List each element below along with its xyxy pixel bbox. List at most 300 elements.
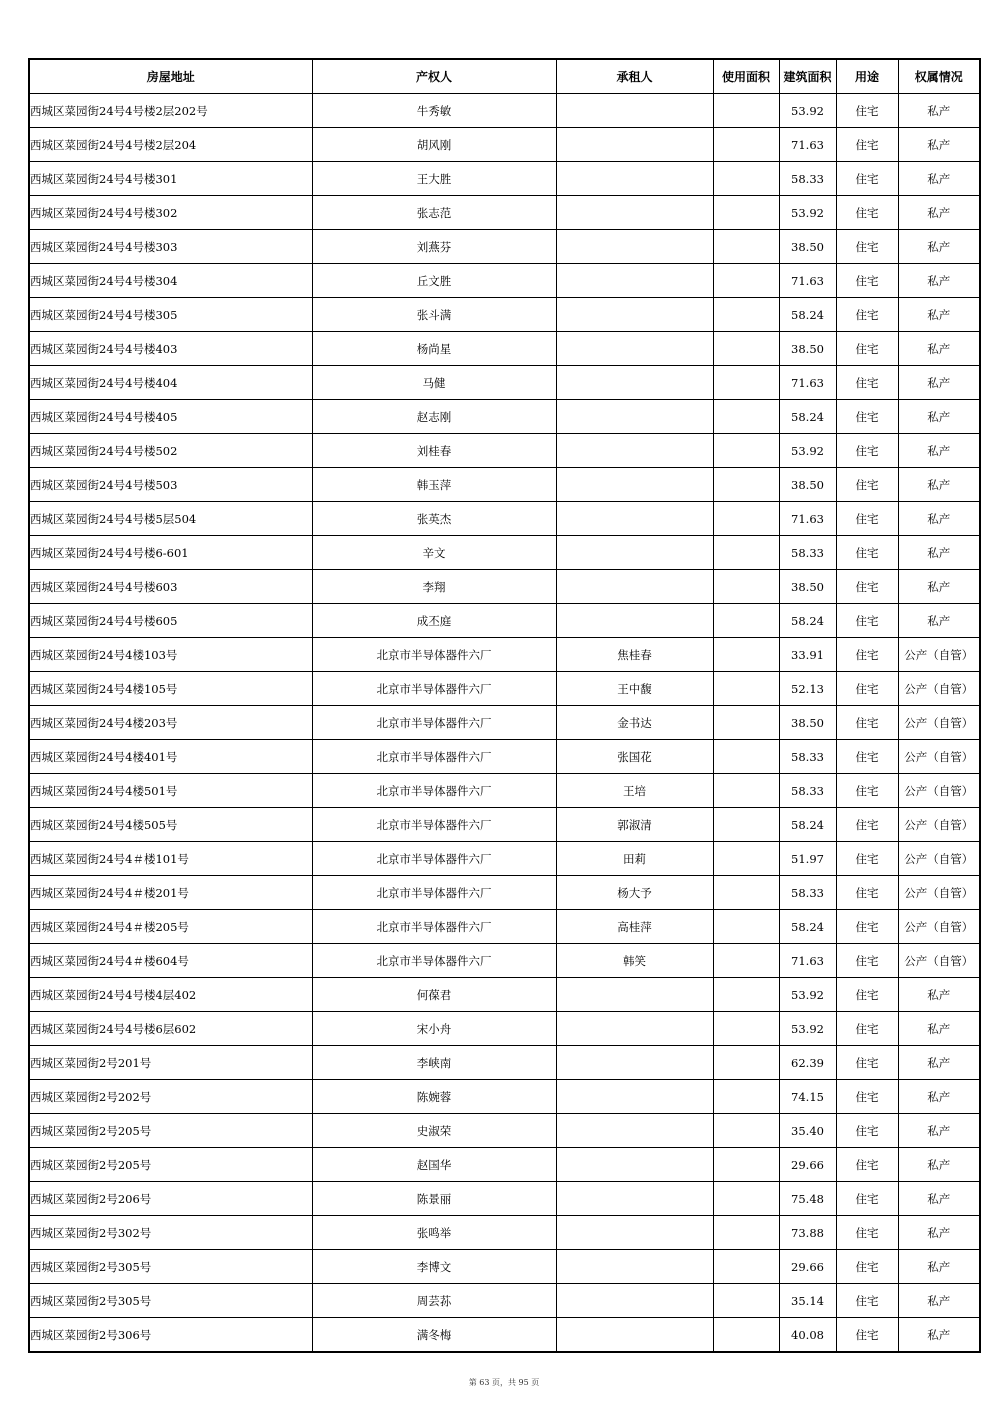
building-area-cell: 71.63 <box>779 128 836 162</box>
usable-area-cell <box>713 638 779 672</box>
building-area-cell: 74.15 <box>779 1080 836 1114</box>
usage-cell: 住宅 <box>836 604 898 638</box>
owner-cell: 北京市半导体器件六厂 <box>312 774 556 808</box>
usage-cell: 住宅 <box>836 1114 898 1148</box>
ownership-cell: 私产 <box>898 1182 980 1216</box>
usable-area-cell <box>713 162 779 196</box>
tenant-cell <box>556 298 713 332</box>
tenant-cell <box>556 162 713 196</box>
usage-cell: 住宅 <box>836 876 898 910</box>
table-row <box>29 1046 980 1080</box>
usage-cell: 住宅 <box>836 434 898 468</box>
table-row <box>29 672 980 706</box>
table-row <box>29 502 980 536</box>
usage-cell: 住宅 <box>836 128 898 162</box>
ownership-cell: 私产 <box>898 1216 980 1250</box>
ownership-cell: 公产（自管） <box>898 706 980 740</box>
owner-cell: 刘桂春 <box>312 434 556 468</box>
table-row <box>29 264 980 298</box>
usable-area-cell <box>713 366 779 400</box>
address-cell: 西城区菜园街2号305号 <box>29 1250 312 1284</box>
owner-cell: 北京市半导体器件六厂 <box>312 944 556 978</box>
usage-cell: 住宅 <box>836 1216 898 1250</box>
building-area-cell: 71.63 <box>779 264 836 298</box>
usable-area-cell <box>713 1080 779 1114</box>
tenant-cell <box>556 128 713 162</box>
table-row <box>29 842 980 876</box>
ownership-cell: 私产 <box>898 1250 980 1284</box>
ownership-cell: 私产 <box>898 128 980 162</box>
tenant-cell: 韩笑 <box>556 944 713 978</box>
table-row <box>29 1284 980 1318</box>
ownership-cell: 私产 <box>898 434 980 468</box>
table-row <box>29 604 980 638</box>
tenant-cell <box>556 1114 713 1148</box>
table-row <box>29 1216 980 1250</box>
table-row <box>29 944 980 978</box>
usage-cell: 住宅 <box>836 1250 898 1284</box>
owner-cell: 史淑荣 <box>312 1114 556 1148</box>
usable-area-cell <box>713 944 779 978</box>
ownership-cell: 私产 <box>898 264 980 298</box>
usable-area-cell <box>713 434 779 468</box>
address-cell: 西城区菜园街2号302号 <box>29 1216 312 1250</box>
address-cell: 西城区菜园街24号4号楼5层504 <box>29 502 312 536</box>
table-row <box>29 910 980 944</box>
usable-area-cell <box>713 1250 779 1284</box>
owner-cell: 胡风刚 <box>312 128 556 162</box>
header-address: 房屋地址 <box>29 59 312 94</box>
owner-cell: 李博文 <box>312 1250 556 1284</box>
tenant-cell <box>556 1318 713 1353</box>
building-area-cell: 38.50 <box>779 332 836 366</box>
tenant-cell <box>556 1148 713 1182</box>
building-area-cell: 29.66 <box>779 1250 836 1284</box>
owner-cell: 北京市半导体器件六厂 <box>312 876 556 910</box>
header-owner: 产权人 <box>312 59 556 94</box>
address-cell: 西城区菜园街24号4号楼502 <box>29 434 312 468</box>
tenant-cell: 王中馥 <box>556 672 713 706</box>
usable-area-cell <box>713 94 779 128</box>
table-row <box>29 468 980 502</box>
header-building-area: 建筑面积 <box>779 59 836 94</box>
owner-cell: 周芸荪 <box>312 1284 556 1318</box>
tenant-cell <box>556 1080 713 1114</box>
building-area-cell: 35.40 <box>779 1114 836 1148</box>
usage-cell: 住宅 <box>836 468 898 502</box>
usage-cell: 住宅 <box>836 910 898 944</box>
building-area-cell: 58.24 <box>779 400 836 434</box>
address-cell: 西城区菜园街24号4楼501号 <box>29 774 312 808</box>
header-usable-area: 使用面积 <box>713 59 779 94</box>
address-cell: 西城区菜园街24号4号楼404 <box>29 366 312 400</box>
usage-cell: 住宅 <box>836 332 898 366</box>
usage-cell: 住宅 <box>836 944 898 978</box>
building-area-cell: 62.39 <box>779 1046 836 1080</box>
address-cell: 西城区菜园街24号4＃楼201号 <box>29 876 312 910</box>
owner-cell: 满冬梅 <box>312 1318 556 1353</box>
ownership-cell: 公产（自管） <box>898 638 980 672</box>
table-row <box>29 638 980 672</box>
tenant-cell: 张国花 <box>556 740 713 774</box>
table-row <box>29 366 980 400</box>
usable-area-cell <box>713 706 779 740</box>
usage-cell: 住宅 <box>836 400 898 434</box>
ownership-cell: 私产 <box>898 1012 980 1046</box>
table-row <box>29 1012 980 1046</box>
address-cell: 西城区菜园街24号4号楼605 <box>29 604 312 638</box>
ownership-cell: 私产 <box>898 978 980 1012</box>
table-row <box>29 196 980 230</box>
tenant-cell <box>556 468 713 502</box>
usage-cell: 住宅 <box>836 774 898 808</box>
building-area-cell: 52.13 <box>779 672 836 706</box>
table-row <box>29 706 980 740</box>
usable-area-cell <box>713 842 779 876</box>
building-area-cell: 75.48 <box>779 1182 836 1216</box>
building-area-cell: 58.33 <box>779 536 836 570</box>
usage-cell: 住宅 <box>836 1182 898 1216</box>
table-row <box>29 332 980 366</box>
owner-cell: 北京市半导体器件六厂 <box>312 638 556 672</box>
usage-cell: 住宅 <box>836 978 898 1012</box>
ownership-cell: 公产（自管） <box>898 774 980 808</box>
address-cell: 西城区菜园街24号4号楼303 <box>29 230 312 264</box>
building-area-cell: 35.14 <box>779 1284 836 1318</box>
table-row <box>29 536 980 570</box>
building-area-cell: 53.92 <box>779 1012 836 1046</box>
ownership-cell: 私产 <box>898 400 980 434</box>
address-cell: 西城区菜园街2号201号 <box>29 1046 312 1080</box>
ownership-cell: 公产（自管） <box>898 808 980 842</box>
address-cell: 西城区菜园街24号4号楼2层204 <box>29 128 312 162</box>
owner-cell: 张志范 <box>312 196 556 230</box>
tenant-cell <box>556 978 713 1012</box>
usable-area-cell <box>713 978 779 1012</box>
address-cell: 西城区菜园街24号4楼505号 <box>29 808 312 842</box>
table-row <box>29 434 980 468</box>
usage-cell: 住宅 <box>836 842 898 876</box>
ownership-cell: 公产（自管） <box>898 910 980 944</box>
address-cell: 西城区菜园街24号4楼203号 <box>29 706 312 740</box>
tenant-cell: 高桂萍 <box>556 910 713 944</box>
table-header-row <box>29 59 980 94</box>
usable-area-cell <box>713 740 779 774</box>
tenant-cell: 杨大予 <box>556 876 713 910</box>
address-cell: 西城区菜园街24号4号楼405 <box>29 400 312 434</box>
ownership-cell: 私产 <box>898 502 980 536</box>
owner-cell: 丘文胜 <box>312 264 556 298</box>
tenant-cell: 焦桂春 <box>556 638 713 672</box>
owner-cell: 辛文 <box>312 536 556 570</box>
table-row <box>29 570 980 604</box>
building-area-cell: 53.92 <box>779 94 836 128</box>
usage-cell: 住宅 <box>836 196 898 230</box>
ownership-cell: 私产 <box>898 332 980 366</box>
owner-cell: 宋小舟 <box>312 1012 556 1046</box>
building-area-cell: 58.33 <box>779 876 836 910</box>
address-cell: 西城区菜园街24号4楼105号 <box>29 672 312 706</box>
address-cell: 西城区菜园街2号205号 <box>29 1114 312 1148</box>
usable-area-cell <box>713 468 779 502</box>
tenant-cell <box>556 570 713 604</box>
tenant-cell <box>556 502 713 536</box>
ownership-cell: 私产 <box>898 230 980 264</box>
usable-area-cell <box>713 1216 779 1250</box>
ownership-cell: 公产（自管） <box>898 740 980 774</box>
ownership-cell: 私产 <box>898 1080 980 1114</box>
address-cell: 西城区菜园街24号4楼401号 <box>29 740 312 774</box>
table-row <box>29 876 980 910</box>
usable-area-cell <box>713 1012 779 1046</box>
usage-cell: 住宅 <box>836 1012 898 1046</box>
address-cell: 西城区菜园街24号4号楼2层202号 <box>29 94 312 128</box>
owner-cell: 张斗满 <box>312 298 556 332</box>
usage-cell: 住宅 <box>836 230 898 264</box>
building-area-cell: 53.92 <box>779 978 836 1012</box>
building-area-cell: 73.88 <box>779 1216 836 1250</box>
tenant-cell <box>556 1284 713 1318</box>
ownership-cell: 私产 <box>898 366 980 400</box>
header-ownership: 权属情况 <box>898 59 980 94</box>
usable-area-cell <box>713 230 779 264</box>
tenant-cell <box>556 196 713 230</box>
usage-cell: 住宅 <box>836 740 898 774</box>
address-cell: 西城区菜园街24号4号楼302 <box>29 196 312 230</box>
owner-cell: 李翔 <box>312 570 556 604</box>
header-usage: 用途 <box>836 59 898 94</box>
building-area-cell: 29.66 <box>779 1148 836 1182</box>
owner-cell: 北京市半导体器件六厂 <box>312 808 556 842</box>
table-row <box>29 400 980 434</box>
building-area-cell: 33.91 <box>779 638 836 672</box>
table-row <box>29 740 980 774</box>
table-row <box>29 128 980 162</box>
building-area-cell: 38.50 <box>779 706 836 740</box>
usable-area-cell <box>713 264 779 298</box>
address-cell: 西城区菜园街24号4＃楼205号 <box>29 910 312 944</box>
table-row <box>29 1250 980 1284</box>
address-cell: 西城区菜园街24号4＃楼604号 <box>29 944 312 978</box>
owner-cell: 赵志刚 <box>312 400 556 434</box>
building-area-cell: 40.08 <box>779 1318 836 1353</box>
tenant-cell <box>556 1216 713 1250</box>
table-row <box>29 774 980 808</box>
usage-cell: 住宅 <box>836 162 898 196</box>
tenant-cell <box>556 366 713 400</box>
usage-cell: 住宅 <box>836 672 898 706</box>
usable-area-cell <box>713 1284 779 1318</box>
address-cell: 西城区菜园街24号4号楼4层402 <box>29 978 312 1012</box>
owner-cell: 北京市半导体器件六厂 <box>312 842 556 876</box>
building-area-cell: 71.63 <box>779 502 836 536</box>
tenant-cell: 金书达 <box>556 706 713 740</box>
table-row <box>29 808 980 842</box>
owner-cell: 张英杰 <box>312 502 556 536</box>
usage-cell: 住宅 <box>836 536 898 570</box>
table-row <box>29 1148 980 1182</box>
building-area-cell: 71.63 <box>779 944 836 978</box>
usable-area-cell <box>713 1318 779 1353</box>
usage-cell: 住宅 <box>836 706 898 740</box>
table-row <box>29 230 980 264</box>
property-table-container <box>28 58 979 1353</box>
ownership-cell: 公产（自管） <box>898 672 980 706</box>
table-body <box>29 94 980 1353</box>
table-row <box>29 1080 980 1114</box>
tenant-cell: 郭淑清 <box>556 808 713 842</box>
building-area-cell: 38.50 <box>779 468 836 502</box>
usage-cell: 住宅 <box>836 808 898 842</box>
usage-cell: 住宅 <box>836 1318 898 1353</box>
building-area-cell: 53.92 <box>779 434 836 468</box>
usable-area-cell <box>713 400 779 434</box>
owner-cell: 北京市半导体器件六厂 <box>312 740 556 774</box>
ownership-cell: 私产 <box>898 94 980 128</box>
tenant-cell: 田莉 <box>556 842 713 876</box>
table-row <box>29 162 980 196</box>
address-cell: 西城区菜园街2号305号 <box>29 1284 312 1318</box>
owner-cell: 陈婉蓉 <box>312 1080 556 1114</box>
usable-area-cell <box>713 910 779 944</box>
tenant-cell <box>556 536 713 570</box>
usable-area-cell <box>713 876 779 910</box>
building-area-cell: 38.50 <box>779 570 836 604</box>
tenant-cell <box>556 604 713 638</box>
ownership-cell: 私产 <box>898 536 980 570</box>
usable-area-cell <box>713 808 779 842</box>
address-cell: 西城区菜园街24号4号楼403 <box>29 332 312 366</box>
owner-cell: 刘燕芬 <box>312 230 556 264</box>
ownership-cell: 私产 <box>898 1148 980 1182</box>
usable-area-cell <box>713 536 779 570</box>
usage-cell: 住宅 <box>836 264 898 298</box>
owner-cell: 杨尚星 <box>312 332 556 366</box>
usable-area-cell <box>713 1046 779 1080</box>
address-cell: 西城区菜园街2号202号 <box>29 1080 312 1114</box>
ownership-cell: 私产 <box>898 468 980 502</box>
building-area-cell: 58.33 <box>779 740 836 774</box>
tenant-cell: 王培 <box>556 774 713 808</box>
building-area-cell: 58.33 <box>779 774 836 808</box>
usage-cell: 住宅 <box>836 298 898 332</box>
building-area-cell: 53.92 <box>779 196 836 230</box>
ownership-cell: 私产 <box>898 570 980 604</box>
building-area-cell: 58.24 <box>779 298 836 332</box>
tenant-cell <box>556 332 713 366</box>
usage-cell: 住宅 <box>836 1046 898 1080</box>
ownership-cell: 公产（自管） <box>898 944 980 978</box>
owner-cell: 成丕庭 <box>312 604 556 638</box>
usable-area-cell <box>713 1148 779 1182</box>
address-cell: 西城区菜园街24号4号楼6-601 <box>29 536 312 570</box>
building-area-cell: 58.24 <box>779 808 836 842</box>
usable-area-cell <box>713 672 779 706</box>
ownership-cell: 私产 <box>898 1046 980 1080</box>
usage-cell: 住宅 <box>836 570 898 604</box>
header-tenant: 承租人 <box>556 59 713 94</box>
building-area-cell: 58.33 <box>779 162 836 196</box>
address-cell: 西城区菜园街24号4号楼603 <box>29 570 312 604</box>
tenant-cell <box>556 1012 713 1046</box>
owner-cell: 张鸣举 <box>312 1216 556 1250</box>
address-cell: 西城区菜园街2号206号 <box>29 1182 312 1216</box>
usage-cell: 住宅 <box>836 1284 898 1318</box>
ownership-cell: 私产 <box>898 1114 980 1148</box>
ownership-cell: 私产 <box>898 1284 980 1318</box>
building-area-cell: 71.63 <box>779 366 836 400</box>
page-number: 第 63 页，共 95 页 <box>468 1378 540 1387</box>
table-row <box>29 1318 980 1353</box>
ownership-cell: 私产 <box>898 1318 980 1353</box>
property-table <box>28 58 981 1353</box>
ownership-cell: 公产（自管） <box>898 842 980 876</box>
usable-area-cell <box>713 298 779 332</box>
tenant-cell <box>556 264 713 298</box>
owner-cell: 马健 <box>312 366 556 400</box>
building-area-cell: 58.24 <box>779 910 836 944</box>
address-cell: 西城区菜园街24号4号楼305 <box>29 298 312 332</box>
usable-area-cell <box>713 1114 779 1148</box>
building-area-cell: 58.24 <box>779 604 836 638</box>
owner-cell: 北京市半导体器件六厂 <box>312 910 556 944</box>
tenant-cell <box>556 230 713 264</box>
owner-cell: 赵国华 <box>312 1148 556 1182</box>
tenant-cell <box>556 434 713 468</box>
address-cell: 西城区菜园街2号205号 <box>29 1148 312 1182</box>
usage-cell: 住宅 <box>836 366 898 400</box>
usable-area-cell <box>713 570 779 604</box>
usable-area-cell <box>713 128 779 162</box>
table-row <box>29 1182 980 1216</box>
owner-cell: 王大胜 <box>312 162 556 196</box>
usage-cell: 住宅 <box>836 1080 898 1114</box>
address-cell: 西城区菜园街24号4号楼6层602 <box>29 1012 312 1046</box>
usable-area-cell <box>713 502 779 536</box>
owner-cell: 李峡南 <box>312 1046 556 1080</box>
ownership-cell: 私产 <box>898 298 980 332</box>
usable-area-cell <box>713 1182 779 1216</box>
usable-area-cell <box>713 332 779 366</box>
usage-cell: 住宅 <box>836 1148 898 1182</box>
owner-cell: 何葆君 <box>312 978 556 1012</box>
tenant-cell <box>556 94 713 128</box>
usage-cell: 住宅 <box>836 638 898 672</box>
address-cell: 西城区菜园街2号306号 <box>29 1318 312 1353</box>
address-cell: 西城区菜园街24号4楼103号 <box>29 638 312 672</box>
address-cell: 西城区菜园街24号4号楼503 <box>29 468 312 502</box>
tenant-cell <box>556 400 713 434</box>
building-area-cell: 51.97 <box>779 842 836 876</box>
owner-cell: 北京市半导体器件六厂 <box>312 672 556 706</box>
ownership-cell: 私产 <box>898 162 980 196</box>
owner-cell: 陈景丽 <box>312 1182 556 1216</box>
table-row <box>29 298 980 332</box>
usable-area-cell <box>713 604 779 638</box>
address-cell: 西城区菜园街24号4号楼304 <box>29 264 312 298</box>
ownership-cell: 公产（自管） <box>898 876 980 910</box>
tenant-cell <box>556 1250 713 1284</box>
owner-cell: 北京市半导体器件六厂 <box>312 706 556 740</box>
usage-cell: 住宅 <box>836 94 898 128</box>
usage-cell: 住宅 <box>836 502 898 536</box>
ownership-cell: 私产 <box>898 196 980 230</box>
address-cell: 西城区菜园街24号4＃楼101号 <box>29 842 312 876</box>
table-row <box>29 1114 980 1148</box>
tenant-cell <box>556 1046 713 1080</box>
table-row <box>29 94 980 128</box>
tenant-cell <box>556 1182 713 1216</box>
